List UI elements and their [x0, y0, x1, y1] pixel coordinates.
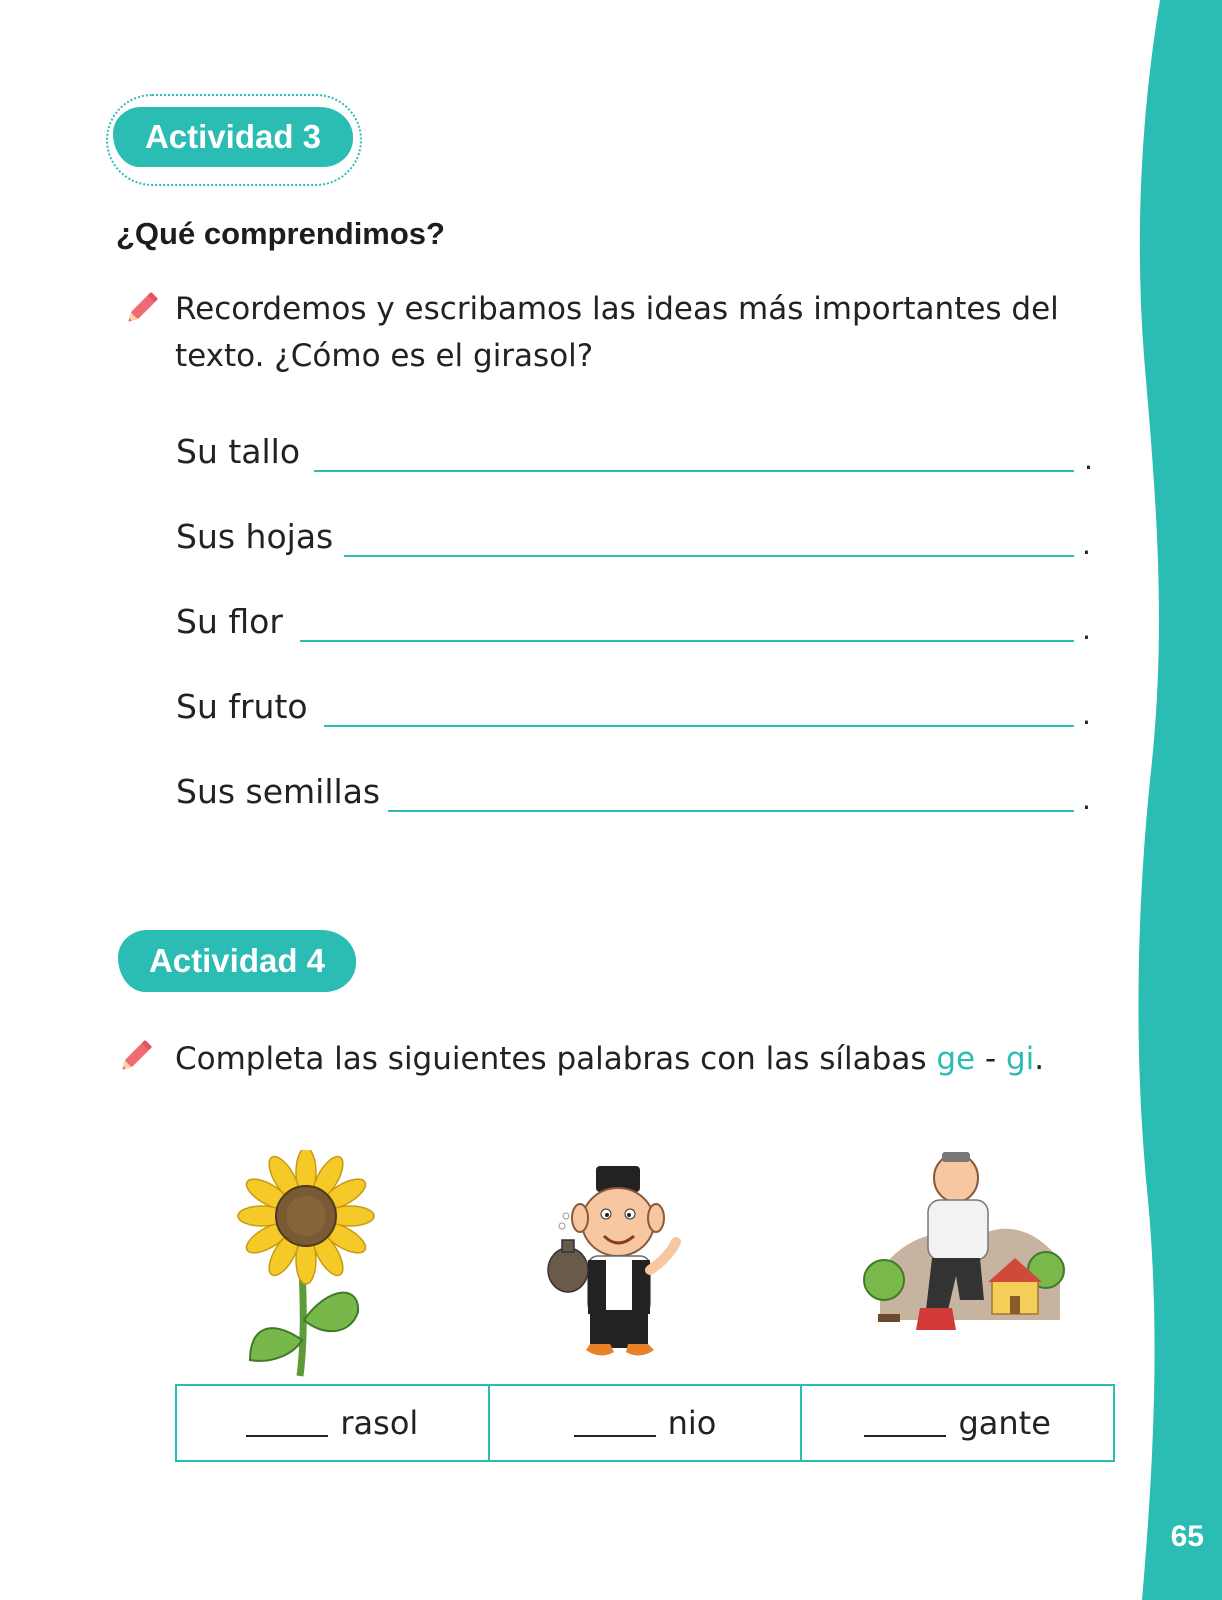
pencil-icon: [118, 1034, 158, 1074]
activity-4-instruction: [175, 1036, 1044, 1083]
word-ending: rasol: [340, 1404, 419, 1442]
activity-4-badge: Actividad 4: [118, 930, 356, 992]
word-ending: nio: [667, 1404, 717, 1442]
write-line[interactable]: [314, 470, 1074, 472]
row-period: .: [1084, 443, 1093, 476]
answer-row-flor: [176, 602, 1106, 652]
write-line[interactable]: [388, 810, 1074, 812]
row-period: .: [1082, 783, 1091, 816]
row-label: Su flor: [176, 602, 283, 641]
answer-row-fruto: [176, 687, 1106, 737]
write-line[interactable]: [324, 725, 1074, 727]
blank-line[interactable]: [246, 1409, 328, 1437]
syllable-separator: -: [975, 1041, 1006, 1077]
row-label: Su fruto: [176, 687, 308, 726]
syllable-gi: gi: [1006, 1041, 1035, 1077]
word-ending: gante: [958, 1404, 1051, 1442]
row-period: .: [1082, 698, 1091, 731]
word-completion-table: [175, 1384, 1115, 1462]
row-label: Sus semillas: [176, 772, 381, 811]
row-label: Su tallo: [176, 432, 301, 471]
sunflower-image: [210, 1150, 410, 1380]
row-label: Sus hojas: [176, 517, 334, 556]
answer-row-tallo: [176, 432, 1106, 482]
instruction-line-2: texto. ¿Cómo es el girasol?: [175, 338, 594, 374]
word-cell[interactable]: [177, 1386, 490, 1460]
instruction-period: .: [1034, 1041, 1045, 1077]
page-number: 65: [1170, 1520, 1204, 1553]
answer-row-hojas: [176, 517, 1106, 567]
activity-3-badge: Actividad 3: [113, 107, 353, 167]
word-cell[interactable]: [490, 1386, 803, 1460]
row-period: .: [1082, 613, 1091, 646]
word-cell[interactable]: [802, 1386, 1113, 1460]
write-line[interactable]: [344, 555, 1074, 557]
man-with-jug-image: [540, 1160, 710, 1370]
row-period: .: [1082, 528, 1091, 561]
blank-line[interactable]: [864, 1409, 946, 1437]
instruction-text: Completa las siguientes palabras con las sílabas: [175, 1041, 937, 1077]
side-band: [1132, 0, 1222, 1600]
write-line[interactable]: [300, 640, 1074, 642]
blank-line[interactable]: [574, 1409, 656, 1437]
section-heading: ¿Qué comprendimos?: [116, 216, 445, 251]
instruction-line-1: Recordemos y escribamos las ideas más importantes del: [175, 291, 1059, 327]
syllable-ge: ge: [936, 1041, 976, 1077]
giant-image: [860, 1150, 1070, 1360]
pencil-icon: [124, 286, 164, 326]
answer-row-semillas: [176, 772, 1106, 822]
